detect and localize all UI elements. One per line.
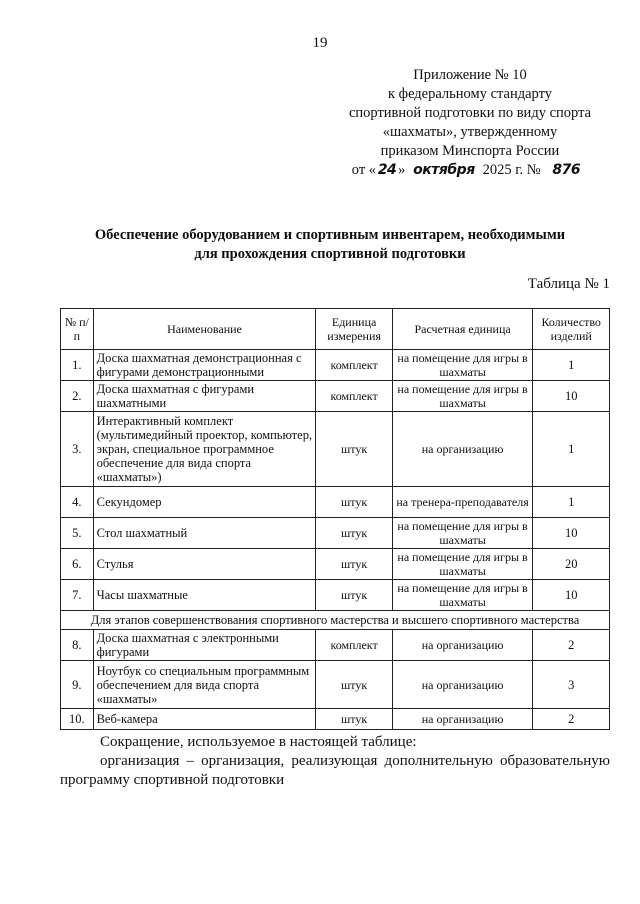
- cell-number: 2.: [61, 381, 94, 412]
- table-label: Таблица № 1: [527, 276, 610, 292]
- cell-number: 4.: [61, 487, 94, 518]
- cell-name: Доска шахматная демонстрационная с фигурами демонстрационными: [93, 350, 316, 381]
- table-row: [61, 518, 610, 549]
- cell-number: 1.: [61, 350, 94, 381]
- cell-unit: штук: [316, 518, 392, 549]
- cell-number: 5.: [61, 518, 94, 549]
- table-row: [61, 350, 610, 381]
- cell-calc: на организацию: [392, 630, 533, 661]
- cell-number: 7.: [61, 580, 94, 611]
- appendix-line: приказом Минспорта России: [380, 143, 560, 159]
- equipment-table: [60, 308, 610, 730]
- header-cell: № п/п: [61, 309, 94, 350]
- cell-calc: на помещение для игры в шахматы: [392, 580, 533, 611]
- cell-unit: комплект: [316, 350, 392, 381]
- appendix-line: спортивной подготовки по виду спорта: [348, 105, 592, 121]
- handwritten-month: октября: [413, 162, 475, 178]
- cell-qty: 10: [533, 518, 610, 549]
- footnote: [60, 733, 610, 790]
- cell-number: 8.: [61, 630, 94, 661]
- date-mid: »: [398, 162, 406, 178]
- cell-unit: комплект: [316, 381, 392, 412]
- cell-name: Доска шахматная с электронными фигурами: [93, 630, 316, 661]
- cell-calc: на организацию: [392, 412, 533, 487]
- cell-qty: 1: [533, 350, 610, 381]
- page-number: 19: [312, 35, 328, 51]
- cell-number: 3.: [61, 412, 94, 487]
- table-row: [61, 661, 610, 709]
- cell-unit: штук: [316, 549, 392, 580]
- cell-number: 10.: [61, 709, 94, 730]
- cell-calc: на помещение для игры в шахматы: [392, 350, 533, 381]
- cell-qty: 20: [533, 549, 610, 580]
- appendix-line: «шахматы», утвержденному: [382, 124, 558, 140]
- cell-unit: штук: [316, 709, 392, 730]
- section-row: [61, 611, 610, 630]
- appendix-line: к федеральному стандарту: [388, 86, 552, 102]
- title-line: для прохождения спортивной подготовки: [194, 246, 466, 262]
- cell-name: Ноутбук со специальным программным обеспечением для вида спорта «шахматы»: [93, 661, 316, 709]
- cell-name: Секундомер: [93, 487, 316, 518]
- table-row: [61, 412, 610, 487]
- title-line: Обеспечение оборудованием и спортивным инвентарем, необходимыми: [94, 227, 566, 243]
- handwritten-order-number: 876: [552, 162, 581, 178]
- cell-name: Доска шахматная с фигурами шахматными: [93, 381, 316, 412]
- table-row: [61, 580, 610, 611]
- cell-qty: 2: [533, 709, 610, 730]
- cell-calc: на помещение для игры в шахматы: [392, 381, 533, 412]
- table-row: [61, 630, 610, 661]
- cell-qty: 10: [533, 381, 610, 412]
- cell-unit: штук: [316, 661, 392, 709]
- table-header-row: [61, 309, 610, 350]
- header-cell: Наименование: [93, 309, 316, 350]
- cell-number: 6.: [61, 549, 94, 580]
- cell-qty: 3: [533, 661, 610, 709]
- footnote-intro: Сокращение, используемое в настоящей таблице:: [100, 734, 417, 750]
- order-date-line: [330, 161, 610, 180]
- cell-qty: 1: [533, 487, 610, 518]
- cell-qty: 10: [533, 580, 610, 611]
- cell-name: Часы шахматные: [93, 580, 316, 611]
- cell-name: Стулья: [93, 549, 316, 580]
- cell-calc: на помещение для игры в шахматы: [392, 549, 533, 580]
- cell-calc: на помещение для игры в шахматы: [392, 518, 533, 549]
- date-year: 2025 г. №: [482, 162, 541, 178]
- footnote-definition: организация – организация, реализующая дополнительную образовательную программу спортивной подготовки: [60, 753, 610, 788]
- cell-qty: 1: [533, 412, 610, 487]
- cell-calc: на тренера-преподавателя: [392, 487, 533, 518]
- cell-unit: штук: [316, 580, 392, 611]
- handwritten-day: 24: [377, 162, 397, 178]
- cell-calc: на организацию: [392, 661, 533, 709]
- appendix-line: Приложение № 10: [413, 67, 527, 83]
- date-prefix: от «: [351, 162, 377, 178]
- table-row: [61, 381, 610, 412]
- header-cell: Единица измерения: [316, 309, 392, 350]
- appendix-header: [330, 66, 610, 180]
- header-cell: Количество изделий: [533, 309, 610, 350]
- table-row: [61, 709, 610, 730]
- table-row: [61, 487, 610, 518]
- header-cell: Расчетная единица: [392, 309, 533, 350]
- cell-calc: на организацию: [392, 709, 533, 730]
- cell-unit: комплект: [316, 630, 392, 661]
- cell-name: Веб-камера: [93, 709, 316, 730]
- cell-number: 9.: [61, 661, 94, 709]
- cell-name: Стол шахматный: [93, 518, 316, 549]
- cell-unit: штук: [316, 412, 392, 487]
- section-title: Для этапов совершенствования спортивного мастерства и высшего спортивного мастерства: [61, 611, 610, 630]
- cell-qty: 2: [533, 630, 610, 661]
- table-row: [61, 549, 610, 580]
- cell-unit: штук: [316, 487, 392, 518]
- cell-name: Интерактивный комплект (мультимедийный проектор, компьютер, экран, специальное программное обеспечение для вида спорта «шахматы»): [93, 412, 316, 487]
- document-title: [40, 226, 620, 264]
